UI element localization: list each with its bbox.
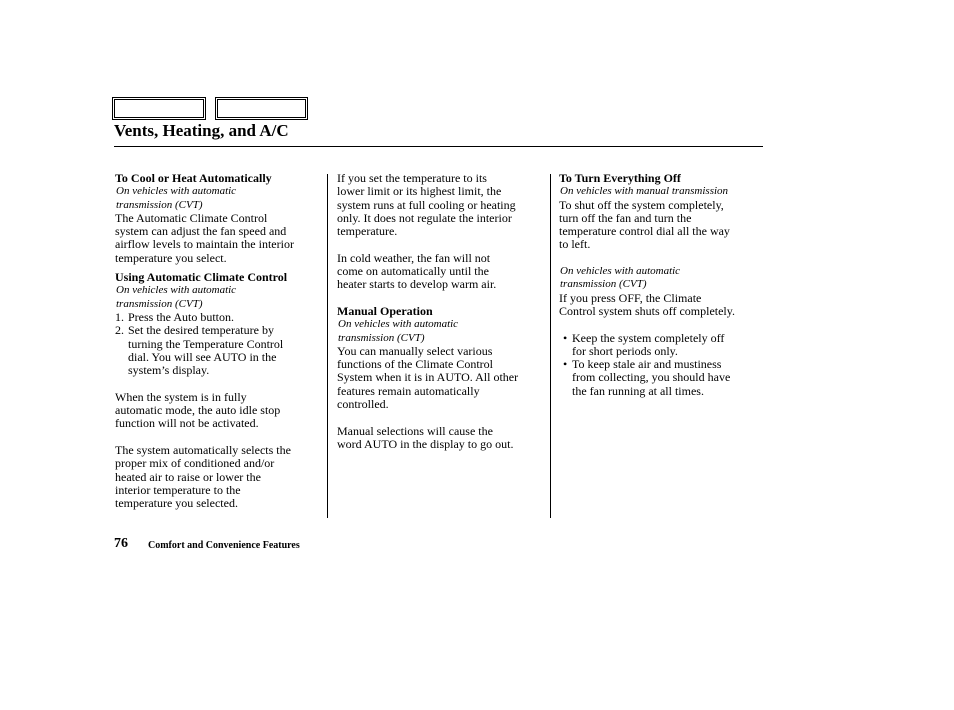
text-line: word AUTO in the display to go out. bbox=[337, 436, 514, 451]
vehicle-note: transmission (CVT) bbox=[338, 331, 425, 344]
text-line: temperature. bbox=[337, 224, 398, 239]
text-line: The system automatically selects the bbox=[115, 442, 291, 457]
text-line: System when it is in AUTO. All other bbox=[337, 370, 519, 385]
text-line: The Automatic Climate Control bbox=[115, 210, 268, 225]
text-line: Control system shuts off completely. bbox=[559, 303, 735, 318]
text-line: automatic mode, the auto idle stop bbox=[115, 403, 281, 418]
text-line: for short periods only. bbox=[572, 343, 678, 358]
text-line: Set the desired temperature by bbox=[128, 323, 274, 338]
vehicle-note: On vehicles with automatic bbox=[116, 185, 237, 198]
paragraph-idle-stop bbox=[115, 391, 320, 431]
text-line: dial. You will see AUTO in the bbox=[128, 349, 277, 364]
vehicle-note: On vehicles with automatic bbox=[560, 265, 681, 278]
text-line: Press the Auto button. bbox=[128, 309, 235, 324]
step-number: 2. bbox=[115, 323, 124, 338]
text-line: In cold weather, the fan will not bbox=[337, 250, 491, 265]
text-line: turn off the fan and turn the bbox=[559, 210, 692, 225]
text-line: system’s display. bbox=[128, 363, 210, 378]
text-line: Manual selections will cause the bbox=[337, 423, 493, 438]
text-line: heated air to raise or lower the bbox=[115, 469, 261, 484]
bullet-icon: • bbox=[563, 357, 568, 372]
text-line: You can manually select various bbox=[337, 343, 493, 358]
vehicle-note: transmission (CVT) bbox=[560, 278, 647, 291]
text-line: proper mix of conditioned and/or bbox=[115, 456, 275, 471]
text-line: to left. bbox=[559, 237, 591, 252]
text-line: If you set the temperature to its bbox=[337, 171, 487, 185]
vehicle-note: On vehicles with automatic bbox=[116, 284, 237, 297]
paragraph-press-off bbox=[559, 292, 764, 319]
text-line: temperature control dial all the way bbox=[559, 224, 730, 239]
bullet-item bbox=[559, 332, 764, 359]
paragraph-manual-select bbox=[337, 345, 545, 411]
column-divider-1 bbox=[327, 174, 328, 518]
text-line: Keep the system completely off bbox=[572, 330, 725, 345]
text-line: temperature you selected. bbox=[115, 496, 238, 511]
steps-list bbox=[115, 311, 320, 377]
text-line: system can adjust the fan speed and bbox=[115, 224, 287, 239]
bullet-item bbox=[559, 358, 764, 398]
text-line: To shut off the system completely, bbox=[559, 197, 724, 212]
text-line: If you press OFF, the Climate bbox=[559, 290, 702, 305]
text-line: function will not be activated. bbox=[115, 416, 259, 431]
text-line: To keep stale air and mustiness bbox=[572, 357, 722, 372]
column-2 bbox=[337, 172, 545, 451]
text-line: only. It does not regulate the interior bbox=[337, 210, 512, 225]
paragraph-intro bbox=[115, 212, 320, 265]
paragraph-auto-mix bbox=[115, 444, 320, 510]
vehicle-note: transmission (CVT) bbox=[116, 297, 203, 310]
text-line: lower limit or its highest limit, the bbox=[337, 184, 502, 199]
text-line: from collecting, you should have bbox=[572, 370, 731, 385]
step-number: 1. bbox=[115, 309, 124, 324]
page-number: 76 bbox=[114, 536, 128, 551]
nav-tab-box-right[interactable] bbox=[215, 97, 308, 120]
text-line: temperature you select. bbox=[115, 250, 227, 265]
text-line: controlled. bbox=[337, 397, 389, 412]
footer-section-name: Comfort and Convenience Features bbox=[148, 540, 300, 551]
paragraph-auto-off bbox=[337, 425, 545, 452]
tips-list bbox=[559, 332, 764, 398]
text-line: turning the Temperature Control bbox=[128, 336, 284, 351]
text-line: interior temperature to the bbox=[115, 482, 241, 497]
vehicle-note: On vehicles with automatic bbox=[338, 318, 459, 331]
heading-cool-heat-auto: To Cool or Heat Automatically bbox=[115, 171, 272, 185]
column-3 bbox=[559, 172, 764, 398]
column-divider-2 bbox=[550, 174, 551, 518]
text-line: heater starts to develop warm air. bbox=[337, 277, 497, 292]
section-title: Vents, Heating, and A/C bbox=[114, 121, 289, 140]
step-item bbox=[115, 324, 320, 377]
nav-tab-box-left[interactable] bbox=[112, 97, 206, 120]
text-line: features remain automatically bbox=[337, 383, 480, 398]
text-line: system runs at full cooling or heating bbox=[337, 197, 516, 212]
heading-using-auto-climate: Using Automatic Climate Control bbox=[115, 270, 288, 285]
title-rule bbox=[114, 146, 763, 147]
paragraph-temp-limit bbox=[337, 172, 545, 238]
text-line: the fan running at all times. bbox=[572, 383, 704, 398]
text-line: functions of the Climate Control bbox=[337, 357, 493, 372]
paragraph-shut-off-manual bbox=[559, 199, 764, 252]
vehicle-note: transmission (CVT) bbox=[116, 198, 203, 211]
step-item bbox=[115, 311, 320, 324]
heading-manual-operation: Manual Operation bbox=[337, 303, 433, 318]
paragraph-cold-weather bbox=[337, 252, 545, 292]
text-line: come on automatically until the bbox=[337, 264, 489, 279]
text-line: When the system is in fully bbox=[115, 389, 247, 404]
column-1 bbox=[115, 172, 320, 510]
vehicle-note: On vehicles with manual transmission bbox=[560, 185, 729, 198]
text-line: airflow levels to maintain the interior bbox=[115, 237, 294, 252]
heading-turn-everything-off: To Turn Everything Off bbox=[559, 171, 681, 185]
bullet-icon: • bbox=[563, 330, 568, 345]
